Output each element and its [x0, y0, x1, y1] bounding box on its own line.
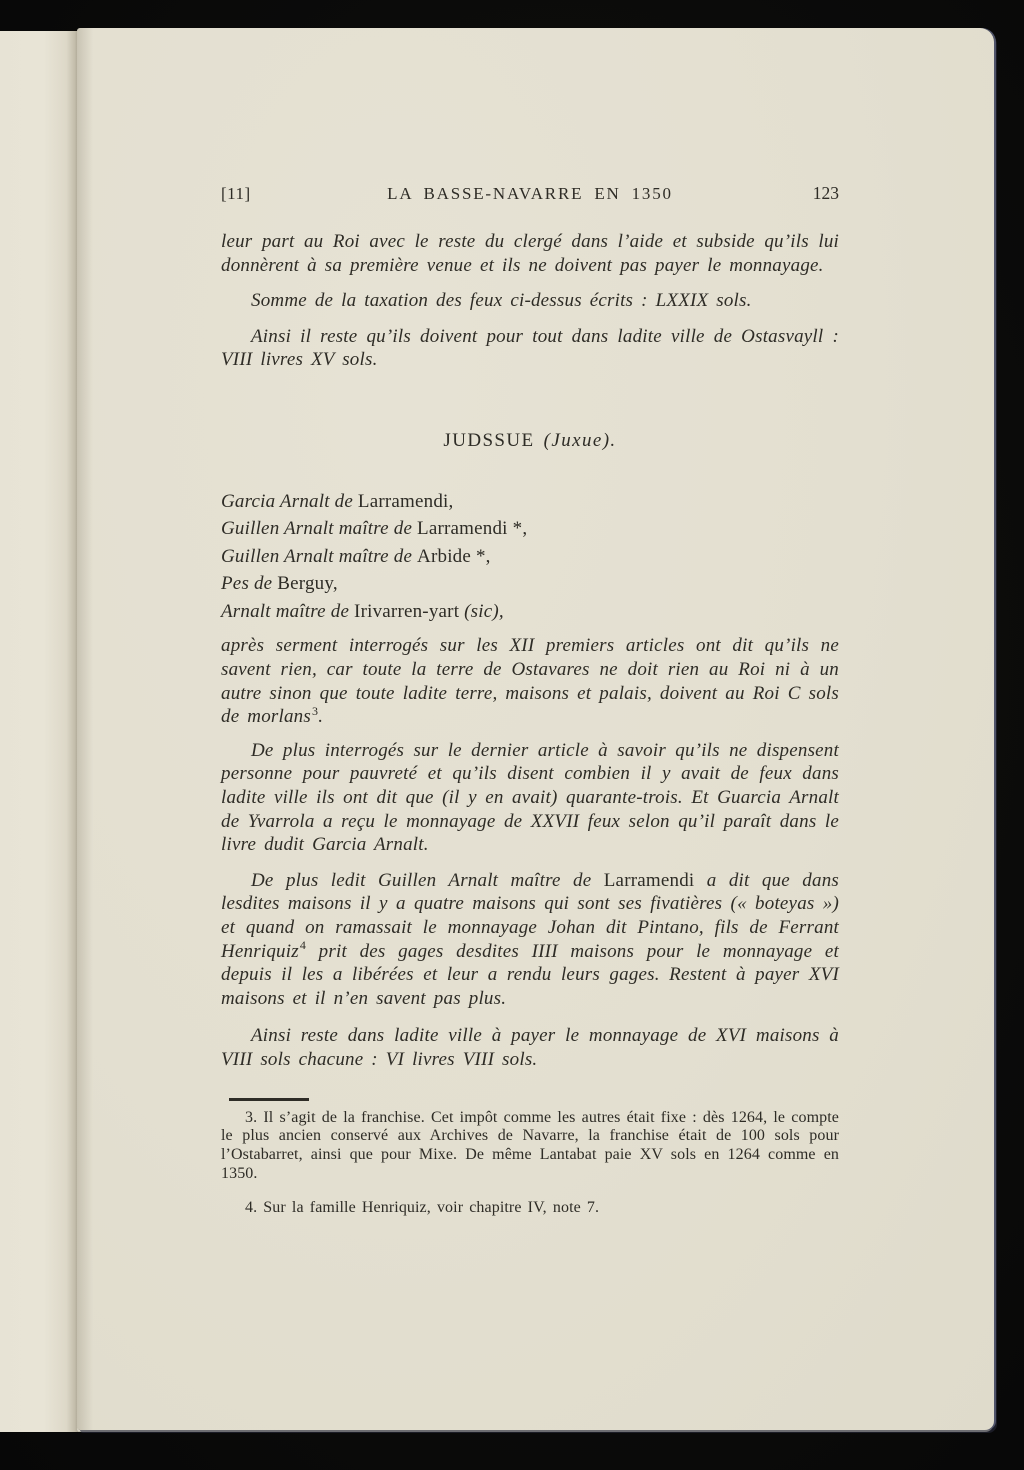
- paragraph: après serment interrogés sur les XII premiers articles ont dit qu’ils ne savent rien, car toute la terre de Ostavares ne doit rien au Roi ni à un autre sinon que toute ladite terre, maisons et palais, doivent au Roi C sols de morlans$^3$.: [221, 635, 847, 728]
- name-list-item: Pes de Berguy,: [221, 573, 338, 595]
- paragraph: Ainsi reste dans ladite ville à payer le monnayage de XVI maisons à VIII sols chacune : VI livres VIII sols.: [221, 1025, 847, 1070]
- folio-bracket-number: [11]: [221, 184, 251, 203]
- running-title: LA BASSE-NAVARRE EN 1350: [387, 184, 673, 203]
- name-list-item: Guillen Arnalt maître de Arbide *,: [221, 545, 491, 567]
- running-head: [221, 183, 839, 204]
- paragraph: leur part au Roi avec le reste du clergé dans l’aide et subside qu’ils lui donnèrent à sa première venue et ils ne doivent pas payer le monnayage.: [221, 231, 847, 276]
- paragraph: De plus ledit Guillen Arnalt maître de Larramendi a dit que dans lesdites maisons il y a quatre maisons qui sont ses fivatières (« boteyas ») et quand on ramassait le monnayage Johan dit Pintano, fils de Ferrant Henriquiz$^4$ prit des gages desdites IIII maisons pour le monnayage et depuis il les a libérées et leur a rendu leurs gages. Restent à payer XVI maisons et il n’en savent pas plus.: [221, 869, 847, 1009]
- facing-page-edge: [0, 31, 79, 1432]
- name-list-item: Guillen Arnalt maître de Larramendi *,: [221, 518, 528, 540]
- book-page: [77, 28, 994, 1430]
- section-heading: JUDSSUE (Juxue).: [443, 429, 617, 451]
- paragraph: Somme de la taxation des feux ci-dessus écrits : LXXIX sols.: [251, 290, 752, 312]
- paragraph: De plus interrogés sur le dernier article à savoir qu’ils ne dispensent personne pour pauvreté et qu’ils disent combien il y avait de feux dans ladite ville ils ont dit que (il y en avait) quarante-trois. Et Guarcia Arnalt de Yvarrola a reçu le monnayage de XXVII feux selon qu’il paraît dans le livre dudit Garcia Arnalt.: [221, 739, 847, 856]
- paragraph: Ainsi il reste qu’ils doivent pour tout dans ladite ville de Ostasvayll : VIII livres XV sols.: [221, 325, 847, 371]
- name-list-item: Arnalt maître de Irivarren-yart (sic),: [221, 600, 504, 622]
- name-list: [221, 488, 839, 626]
- page-content: [221, 28, 847, 1234]
- name-list-item: Garcia Arnalt de Larramendi,: [221, 490, 454, 512]
- footnote: 4. Sur la famille Henriquiz, voir chapitre IV, note 7.: [245, 1199, 600, 1217]
- footnote: 3. Il s’agit de la franchise. Cet impôt comme les autres était fixe : dès 1264, le compte le plus ancien conservé aux Archives de Navarre, la franchise était de 100 sols pour l’Ostabarret, ainsi que pour Mixe. De même Lantabat paie XV sols en 1264 comme en 1350.: [221, 1108, 846, 1182]
- page-number: 123: [812, 183, 839, 203]
- footnote-rule: [229, 1098, 309, 1101]
